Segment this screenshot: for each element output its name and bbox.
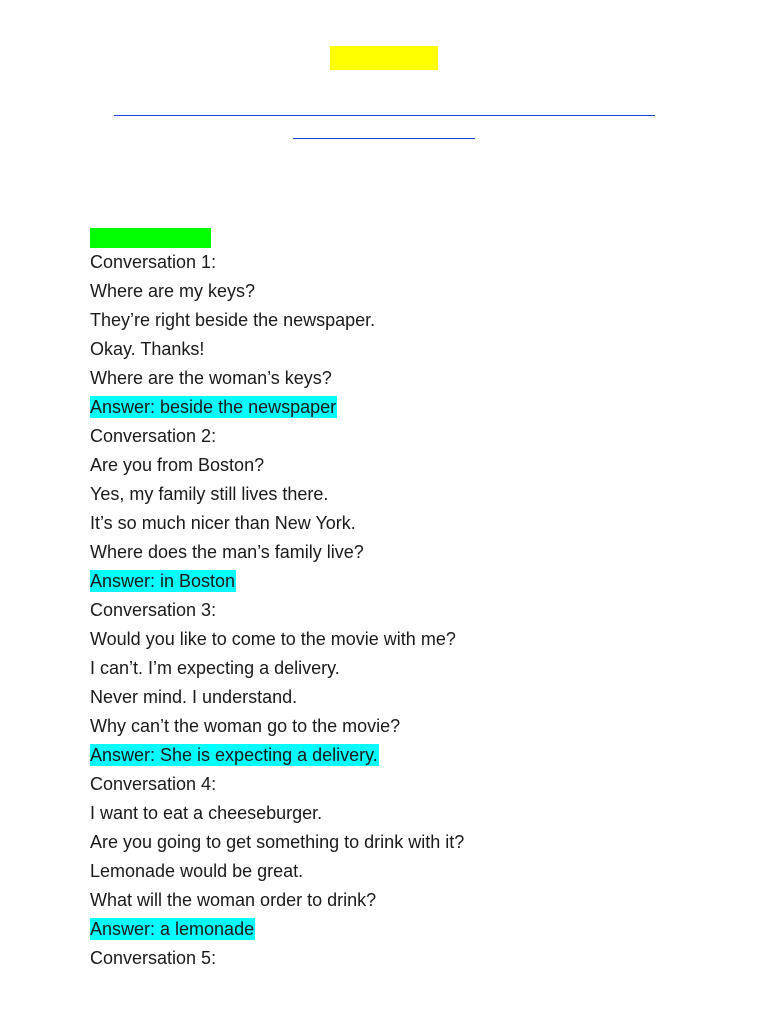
transcript-line bbox=[90, 799, 710, 828]
line-text: Yes, my family still lives there. bbox=[90, 484, 329, 504]
transcript-line bbox=[90, 770, 710, 799]
hyperlink-underline[interactable] bbox=[293, 138, 475, 139]
line-text: They’re right beside the newspaper. bbox=[90, 310, 376, 330]
line-text: Answer: She is expecting a delivery. bbox=[90, 745, 378, 765]
line-text: Why can’t the woman go to the movie? bbox=[90, 716, 401, 736]
transcript-line bbox=[90, 277, 710, 306]
transcript-line bbox=[90, 828, 710, 857]
line-text: Lemonade would be great. bbox=[90, 861, 304, 881]
transcript-line bbox=[90, 712, 710, 741]
hyperlink-underline[interactable] bbox=[114, 115, 655, 116]
transcript-line bbox=[90, 538, 710, 567]
transcript-line bbox=[90, 654, 710, 683]
transcript-line bbox=[90, 335, 710, 364]
line-text: Conversation 5: bbox=[90, 948, 217, 968]
transcript-line bbox=[90, 364, 710, 393]
section-heading-highlight bbox=[90, 228, 211, 248]
line-text: Where are the woman’s keys? bbox=[90, 368, 332, 388]
answer-line bbox=[90, 915, 710, 944]
answer-line bbox=[90, 741, 710, 770]
answer-line bbox=[90, 393, 710, 422]
line-text: Conversation 2: bbox=[90, 426, 217, 446]
line-text: Are you from Boston? bbox=[90, 455, 265, 475]
transcript-line bbox=[90, 509, 710, 538]
transcript-line bbox=[90, 248, 710, 277]
line-text: Would you like to come to the movie with me? bbox=[90, 629, 456, 649]
transcript-line bbox=[90, 422, 710, 451]
answer-line bbox=[90, 567, 710, 596]
title-highlight bbox=[330, 46, 438, 70]
transcript-line bbox=[90, 306, 710, 335]
transcript-line bbox=[90, 625, 710, 654]
line-text: I can’t. I’m expecting a delivery. bbox=[90, 658, 340, 678]
transcript-line bbox=[90, 451, 710, 480]
line-text: Conversation 4: bbox=[90, 774, 217, 794]
line-text: Where does the man’s family live? bbox=[90, 542, 364, 562]
line-text: Conversation 1: bbox=[90, 252, 217, 272]
line-text: It’s so much nicer than New York. bbox=[90, 513, 356, 533]
line-text: Are you going to get something to drink with it? bbox=[90, 832, 465, 852]
line-text: Where are my keys? bbox=[90, 281, 256, 301]
line-text: Answer: a lemonade bbox=[90, 919, 255, 939]
transcript-line bbox=[90, 857, 710, 886]
conversation-transcript bbox=[90, 248, 710, 973]
line-text: What will the woman order to drink? bbox=[90, 890, 377, 910]
line-text: Never mind. I understand. bbox=[90, 687, 298, 707]
line-text: Okay. Thanks! bbox=[90, 339, 205, 359]
line-text: Answer: beside the newspaper bbox=[90, 397, 337, 417]
transcript-line bbox=[90, 944, 710, 973]
line-text: Answer: in Boston bbox=[90, 571, 236, 591]
line-text: Conversation 3: bbox=[90, 600, 217, 620]
transcript-line bbox=[90, 683, 710, 712]
transcript-line bbox=[90, 886, 710, 915]
line-text: I want to eat a cheeseburger. bbox=[90, 803, 323, 823]
transcript-line bbox=[90, 596, 710, 625]
transcript-line bbox=[90, 480, 710, 509]
